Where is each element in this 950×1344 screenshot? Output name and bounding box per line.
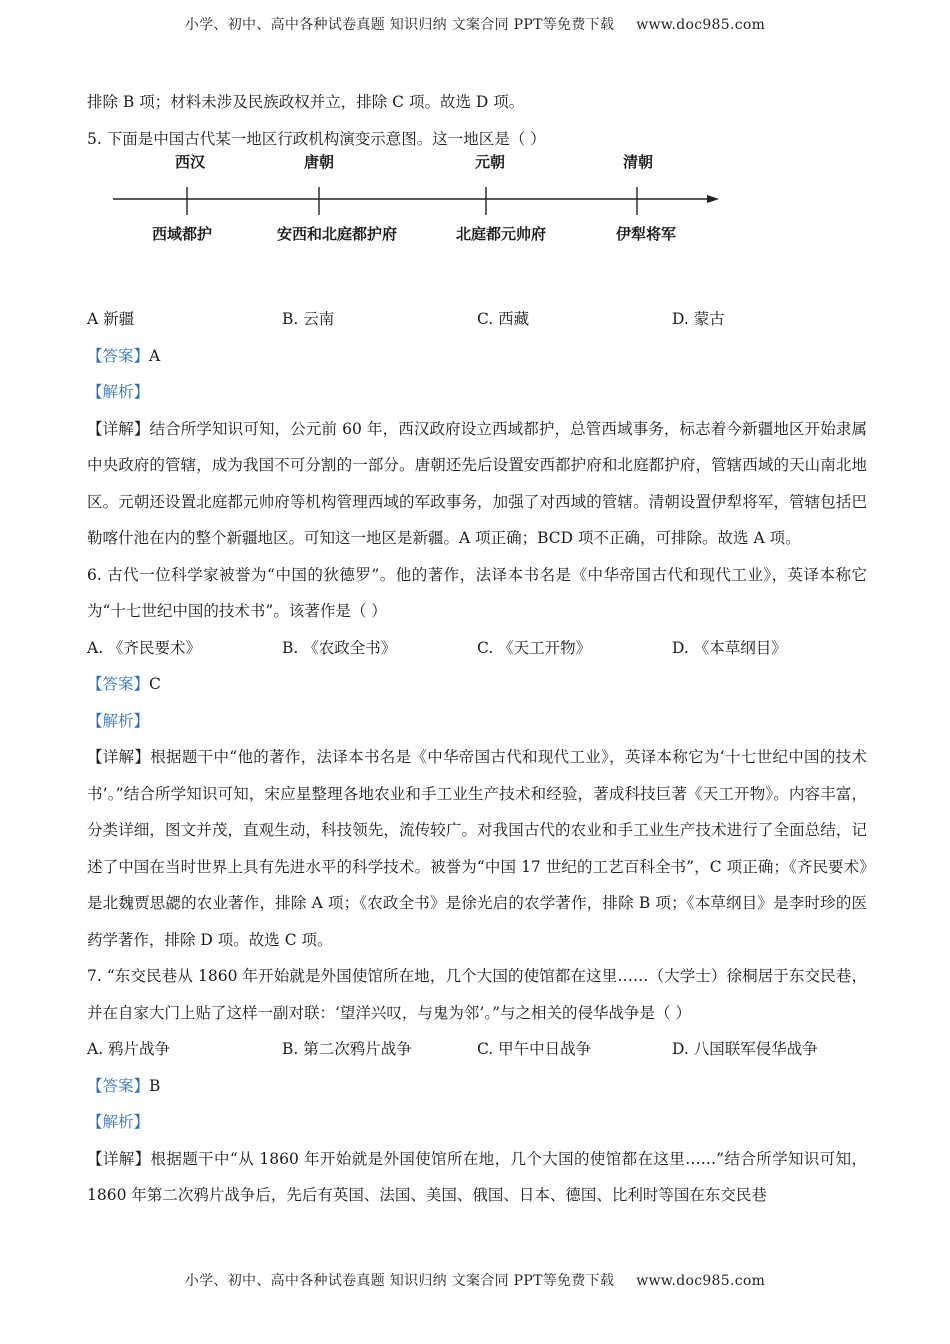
footer-url[interactable]: www.doc985.com: [636, 1273, 766, 1289]
era-label-1: 西汉: [174, 153, 206, 171]
detail-tag: 【详解】: [87, 419, 150, 438]
q5-answer: [87, 338, 867, 375]
q5-option-d: D. 蒙古: [672, 310, 725, 328]
detail-text: 根据题干中“从 1860 年开始就是外国使馆所在地，几个大国的使馆都在这里……”结合所学知识可知，1860 年第二次鸦片战争后，先后有英国、法国、美国、俄国、日本、德国、比利时等国在东交民巷: [87, 1149, 867, 1204]
q5-option-b: B. 云南: [282, 310, 335, 328]
q7-option-a: A. 鸦片战争: [87, 1040, 171, 1058]
org-label-4: 伊犁将军: [615, 225, 677, 243]
footer-text: 小学、初中、高中各种试卷真题 知识归纳 文案合同 PPT等免费下载: [184, 1273, 615, 1289]
q6-option-b: B. 《农政全书》: [282, 638, 397, 657]
page-header: [0, 14, 950, 34]
detail-tag: 【详解】: [87, 748, 151, 766]
era-label-4: 清朝: [622, 153, 654, 171]
answer-tag: 【答案】: [87, 1076, 150, 1095]
q5-option-a: A 新疆: [87, 310, 135, 328]
intro-line: 排除 B 项；材料未涉及民族政权并立，排除 C 项。故选 D 项。: [87, 93, 525, 111]
q6-detail: [87, 739, 867, 958]
era-label-2: 唐朝: [303, 153, 335, 171]
org-label-3: 北庭都元帅府: [455, 225, 547, 243]
answer-tag: 【答案】: [87, 675, 150, 693]
q6-options: [87, 630, 867, 667]
q7-stem: 7. “东交民巷从 1860 年开始就是外国使馆所在地，几个大国的使馆都在这里……（大学士）徐桐居于东交民巷，并在自家大门上贴了这样一副对联：‘望洋兴叹，与鬼为邻’。”与之相关的侵华战争是（ ）: [87, 967, 867, 1022]
q7-options: [87, 1031, 867, 1068]
detail-text: 根据题干中“他的著作，法译本书名是《中华帝国古代和现代工业》，英译本称它为‘十七世纪中国的技术书’。”结合所学知识可知，宋应星整理各地农业和手工业生产技术和经验，著成科技巨著《天工开物》。内容丰富，分类详细，图文并茂，直观生动，科技领先，流传较广。对我国古代的农业和手工业生产技术进行了全面总结，记述了中国在当时世界上具有先进水平的科学技术。被誉为“中国 17 世纪的工艺百科全书”，C 项正确；《齐民要术》是北魏贾思勰的农业著作，排除 A 项；《农政全书》是徐光启的农学著作，排除 B 项；《本草纲目》是李时珍的医药学著作，排除 D 项。故选 C 项。: [87, 748, 867, 949]
q5-analysis: [87, 374, 867, 411]
q7-option-b: B. 第二次鸦片战争: [282, 1040, 412, 1058]
q7-analysis: [87, 1104, 867, 1141]
q5-options: [87, 301, 867, 338]
answer-tag: 【答案】: [87, 346, 150, 365]
answer-value: A: [149, 346, 161, 365]
answer-value: C: [149, 675, 161, 693]
org-label-1: 西域都护: [151, 225, 213, 243]
q6-option-a: A. 《齐民要术》: [87, 638, 202, 657]
q7-detail: [87, 1141, 867, 1214]
detail-tag: 【详解】: [87, 1149, 151, 1168]
timeline-arrowhead: [707, 195, 719, 203]
q6-option-d: D. 《本草纲目》: [672, 638, 787, 657]
org-label-2: 安西和北庭都护府: [276, 225, 398, 243]
q5-timeline-diagram: [87, 153, 867, 295]
q6-analysis: [87, 703, 867, 740]
q6-answer: [87, 666, 867, 703]
q5-detail: [87, 411, 867, 557]
document-body: [87, 84, 867, 1214]
q7-answer: [87, 1068, 867, 1105]
q6-option-c: C. 《天工开物》: [477, 638, 592, 657]
analysis-tag: 【解析】: [87, 711, 150, 730]
q5-stem: 5. 下面是中国古代某一地区行政机构演变示意图。这一地区是（ ）: [87, 129, 546, 148]
q7-option-d: D. 八国联军侵华战争: [672, 1040, 818, 1058]
era-label-3: 元朝: [474, 153, 506, 171]
q5-option-c: C. 西藏: [477, 310, 530, 328]
header-text: 小学、初中、高中各种试卷真题 知识归纳 文案合同 PPT等免费下载: [184, 17, 615, 33]
page-footer: [0, 1270, 950, 1290]
detail-text: 结合所学知识可知，公元前 60 年，西汉政府设立西域都护，总管西域事务，标志着今新疆地区开始隶属中央政府的管辖，成为我国不可分割的一部分。唐朝还先后设置安西都护府和北庭都护府，管辖西域的天山南北地区。元朝还设置北庭都元帅府等机构管理西域的军政事务，加强了对西域的管辖。清朝设置伊犁将军，管辖包括巴勒喀什池在内的整个新疆地区。可知这一地区是新疆。A 项正确；BCD 项不正确，可排除。故选 A 项。: [87, 419, 867, 547]
analysis-tag: 【解析】: [87, 383, 150, 401]
analysis-tag: 【解析】: [87, 1113, 150, 1131]
q7-option-c: C. 甲午中日战争: [477, 1040, 592, 1058]
header-url[interactable]: www.doc985.com: [636, 17, 766, 33]
q6-stem: 6. 古代一位科学家被誉为“中国的狄德罗”。他的著作，法译本书名是《中华帝国古代和现代工业》，英译本称它为“十七世纪中国的技术书”。该著作是（ ）: [87, 565, 867, 620]
answer-value: B: [149, 1076, 161, 1095]
